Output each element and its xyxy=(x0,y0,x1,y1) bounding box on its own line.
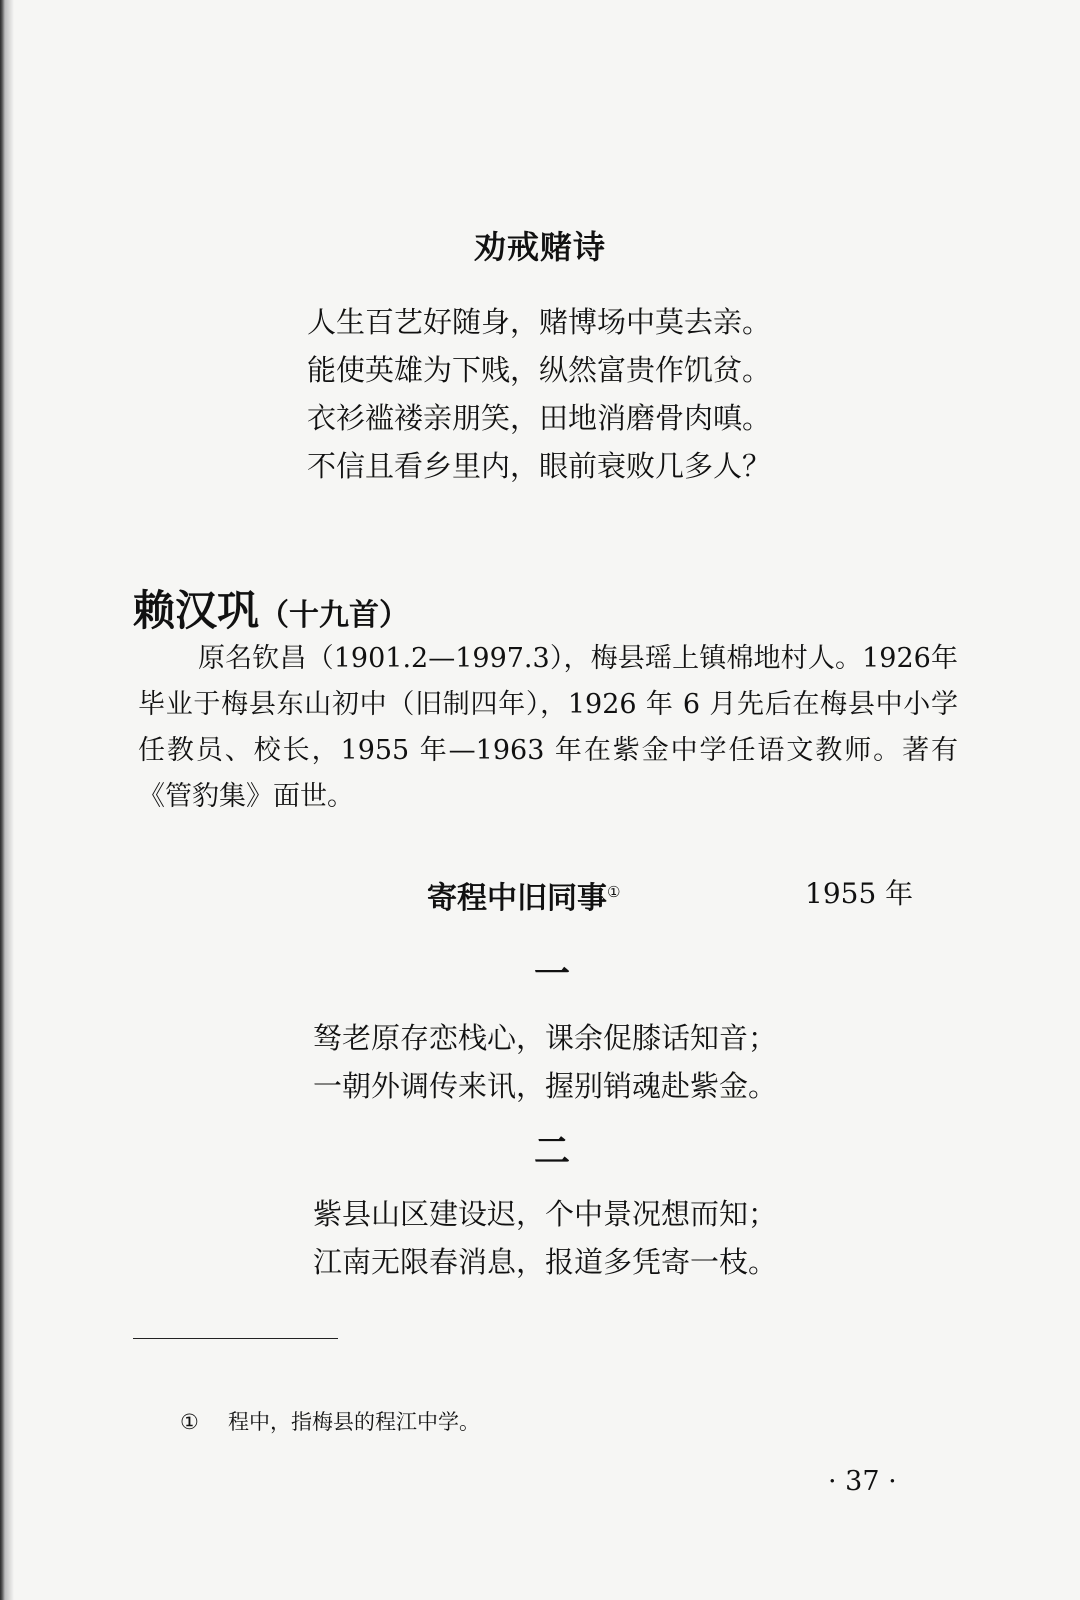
poem-title xyxy=(427,873,620,917)
poem-title: 劝戒赌诗 xyxy=(473,228,606,266)
poem-line: 能使英雄为下贱，纵然富贵作饥贫。 xyxy=(307,353,772,387)
footnote-divider xyxy=(133,1338,338,1339)
author-name: 赖汉巩 xyxy=(133,586,260,635)
footnote-marker: ① xyxy=(180,1410,199,1434)
footnote-reference: ① xyxy=(607,883,621,901)
poem-line: 人生百艺好随身，赌博场中莫去亲。 xyxy=(307,305,772,339)
footnote xyxy=(180,1406,480,1436)
section-number: 二 xyxy=(533,1131,570,1172)
author-heading xyxy=(133,578,409,638)
poem-line: 衣衫褴褛亲朋笑，田地消磨骨肉嗔。 xyxy=(307,401,772,435)
poem-body xyxy=(307,298,771,490)
page-number: · 37 · xyxy=(828,1466,897,1497)
poem-year: 1955 年 xyxy=(805,877,914,910)
poem-count: （十九首） xyxy=(259,598,410,633)
poem-title-text: 寄程中旧同事 xyxy=(427,881,607,916)
poem-line: 不信且看乡里内，眼前衰败几多人？ xyxy=(307,449,772,483)
author-bio: 原名钦昌（1901.2—1997.3），梅县瑶上镇棉地村人。1926年毕业于梅县东山初中（旧制四年），1926 年 6 月先后在梅县中小学任教员、校长，1955 年—1963 年在紫金中学任语文教师。著有《管豹集》面世。 xyxy=(138,643,958,812)
footnote-text: 程中，指梅县的程江中学。 xyxy=(228,1410,480,1434)
section-number: 一 xyxy=(533,954,570,995)
poem-body xyxy=(313,1014,777,1110)
poem-line: 紫县山区建设迟，个中景况想而知； xyxy=(313,1197,778,1231)
poem-line: 一朝外调传来讯，握别销魂赴紫金。 xyxy=(313,1069,778,1103)
poem-body xyxy=(313,1190,777,1286)
poem-line: 江南无限春消息，报道多凭寄一枝。 xyxy=(313,1245,778,1279)
poem-line: 驽老原存恋栈心，课余促膝话知音； xyxy=(313,1021,778,1055)
